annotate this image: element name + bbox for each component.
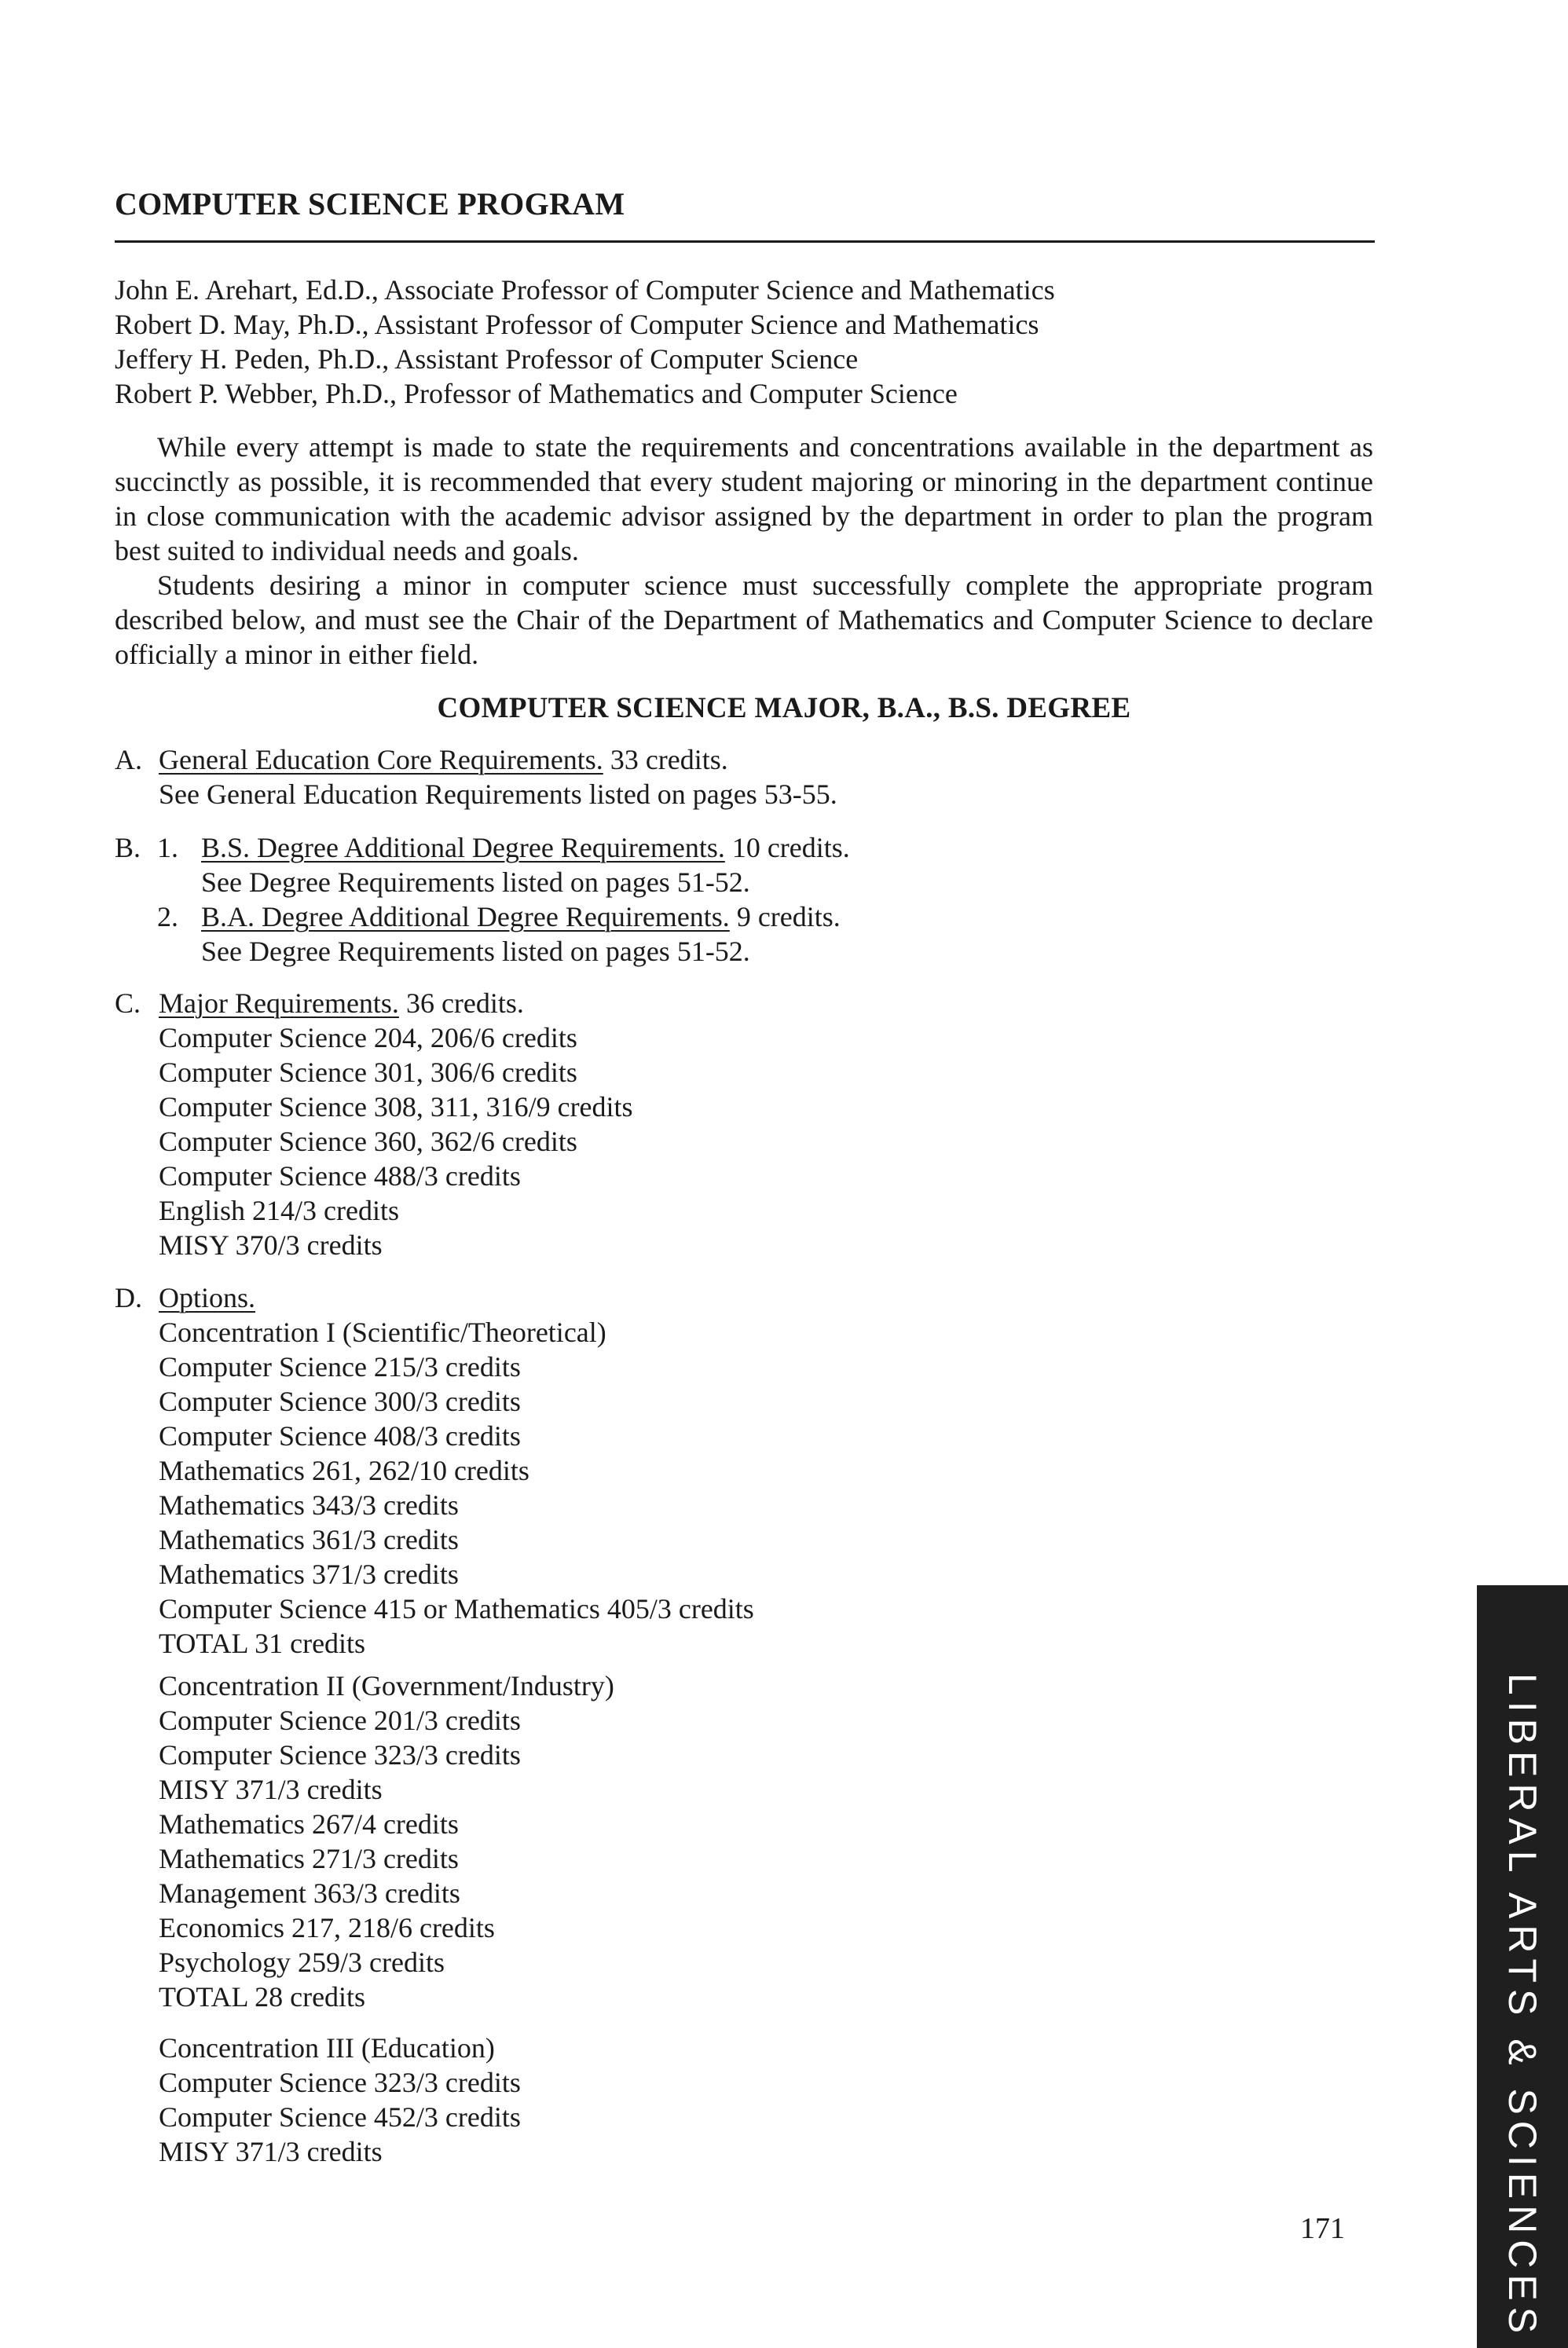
course-line: Mathematics 271/3 credits <box>159 1843 459 1874</box>
item-note: See Degree Requirements listed on pages 51-52. <box>201 866 750 898</box>
section-label: B. <box>115 832 141 863</box>
section-credits: 33 credits. <box>603 744 728 775</box>
course-line: Computer Science 452/3 credits <box>159 2101 521 2133</box>
faculty-member: John E. Arehart, Ed.D., Associate Professor of Computer Science and Mathematics <box>115 274 1055 306</box>
course-line: Mathematics 343/3 credits <box>159 1489 459 1521</box>
section-title: Major Requirements. <box>159 987 399 1019</box>
item-title: B.S. Degree Additional Degree Requirements. <box>201 832 725 863</box>
item-number: 1. <box>157 832 178 863</box>
faculty-member: Robert P. Webber, Ph.D., Professor of Mathematics and Computer Science <box>115 378 958 409</box>
course-line: Computer Science 300/3 credits <box>159 1386 521 1417</box>
course-line: MISY 371/3 credits <box>159 2136 383 2167</box>
course-line: Computer Science 415 or Mathematics 405/3 credits <box>159 1593 754 1625</box>
course-line: Mathematics 267/4 credits <box>159 1808 459 1840</box>
course-line: Economics 217, 218/6 credits <box>159 1912 495 1943</box>
total-line: TOTAL 31 credits <box>159 1628 366 1659</box>
course-line: Computer Science 201/3 credits <box>159 1705 521 1736</box>
concentration-title: Concentration I (Scientific/Theoretical) <box>159 1317 606 1348</box>
intro-text <box>115 430 1373 672</box>
course-line: Computer Science 301, 306/6 credits <box>159 1057 577 1088</box>
section-label: A. <box>115 744 142 775</box>
item-number: 2. <box>157 901 178 932</box>
faculty-member: Jeffery H. Peden, Ph.D., Assistant Professor of Computer Science <box>115 343 859 375</box>
item-credits: 9 credits. <box>729 901 841 932</box>
item-title: B.A. Degree Additional Degree Requirements. <box>201 901 730 932</box>
course-line: Mathematics 361/3 credits <box>159 1524 459 1555</box>
intro-paragraph: Students desiring a minor in computer science must successfully complete the appropriate program described below, and must see the Chair of the Department of Mathematics and Computer Science to declare officially a minor in either field. <box>115 570 1373 670</box>
concentration-title: Concentration II (Government/Industry) <box>159 1670 614 1701</box>
course-line: Mathematics 261, 262/10 credits <box>159 1455 529 1486</box>
total-line: TOTAL 28 credits <box>159 1981 366 2013</box>
course-line: English 214/3 credits <box>159 1195 399 1226</box>
course-line: Management 363/3 credits <box>159 1877 460 1909</box>
section-label: C. <box>115 987 141 1019</box>
side-tab-label: LIBERAL ARTS & SCIENCES <box>1500 1672 1544 2340</box>
course-line: Computer Science 204, 206/6 credits <box>159 1022 577 1053</box>
faculty-member: Robert D. May, Ph.D., Assistant Professor of Computer Science and Mathematics <box>115 309 1039 340</box>
course-line: Computer Science 360, 362/6 credits <box>159 1126 577 1157</box>
major-title: COMPUTER SCIENCE MAJOR, B.A., B.S. DEGREE <box>437 692 1131 724</box>
section-note: See General Education Requirements listed on pages 53-55. <box>159 778 837 810</box>
course-line: MISY 370/3 credits <box>159 1229 383 1261</box>
section-title: Options. <box>159 1282 256 1313</box>
course-line: Computer Science 323/3 credits <box>159 2067 521 2098</box>
concentration-title: Concentration III (Education) <box>159 2032 495 2064</box>
section-label: D. <box>115 1282 142 1313</box>
course-line: MISY 371/3 credits <box>159 1774 383 1805</box>
course-line: Computer Science 488/3 credits <box>159 1160 521 1192</box>
section-credits: 36 credits. <box>398 987 524 1019</box>
section-side-tab <box>1477 1585 1568 2348</box>
faculty-list <box>115 273 1372 411</box>
item-note: See Degree Requirements listed on pages 51-52. <box>201 936 750 967</box>
course-line: Mathematics 371/3 credits <box>159 1559 459 1590</box>
course-line: Computer Science 323/3 credits <box>159 1739 521 1771</box>
page-number: 171 <box>1300 2212 1345 2245</box>
course-line: Computer Science 308, 311, 316/9 credits <box>159 1091 633 1123</box>
heading-rule <box>115 240 1375 243</box>
item-credits: 10 credits. <box>724 832 850 863</box>
course-line: Computer Science 215/3 credits <box>159 1351 521 1383</box>
page-heading: COMPUTER SCIENCE PROGRAM <box>115 186 625 222</box>
intro-paragraph: While every attempt is made to state the requirements and concentrations available in the department as succinctly as possible, it is recommended that every student majoring or minoring in the department continue in close communication with the academic advisor assigned by the department in order to plan the program best suited to individual needs and goals. <box>115 431 1373 566</box>
course-line: Psychology 259/3 credits <box>159 1947 445 1978</box>
section-title: General Education Core Requirements. <box>159 744 603 775</box>
course-line: Computer Science 408/3 credits <box>159 1420 521 1452</box>
